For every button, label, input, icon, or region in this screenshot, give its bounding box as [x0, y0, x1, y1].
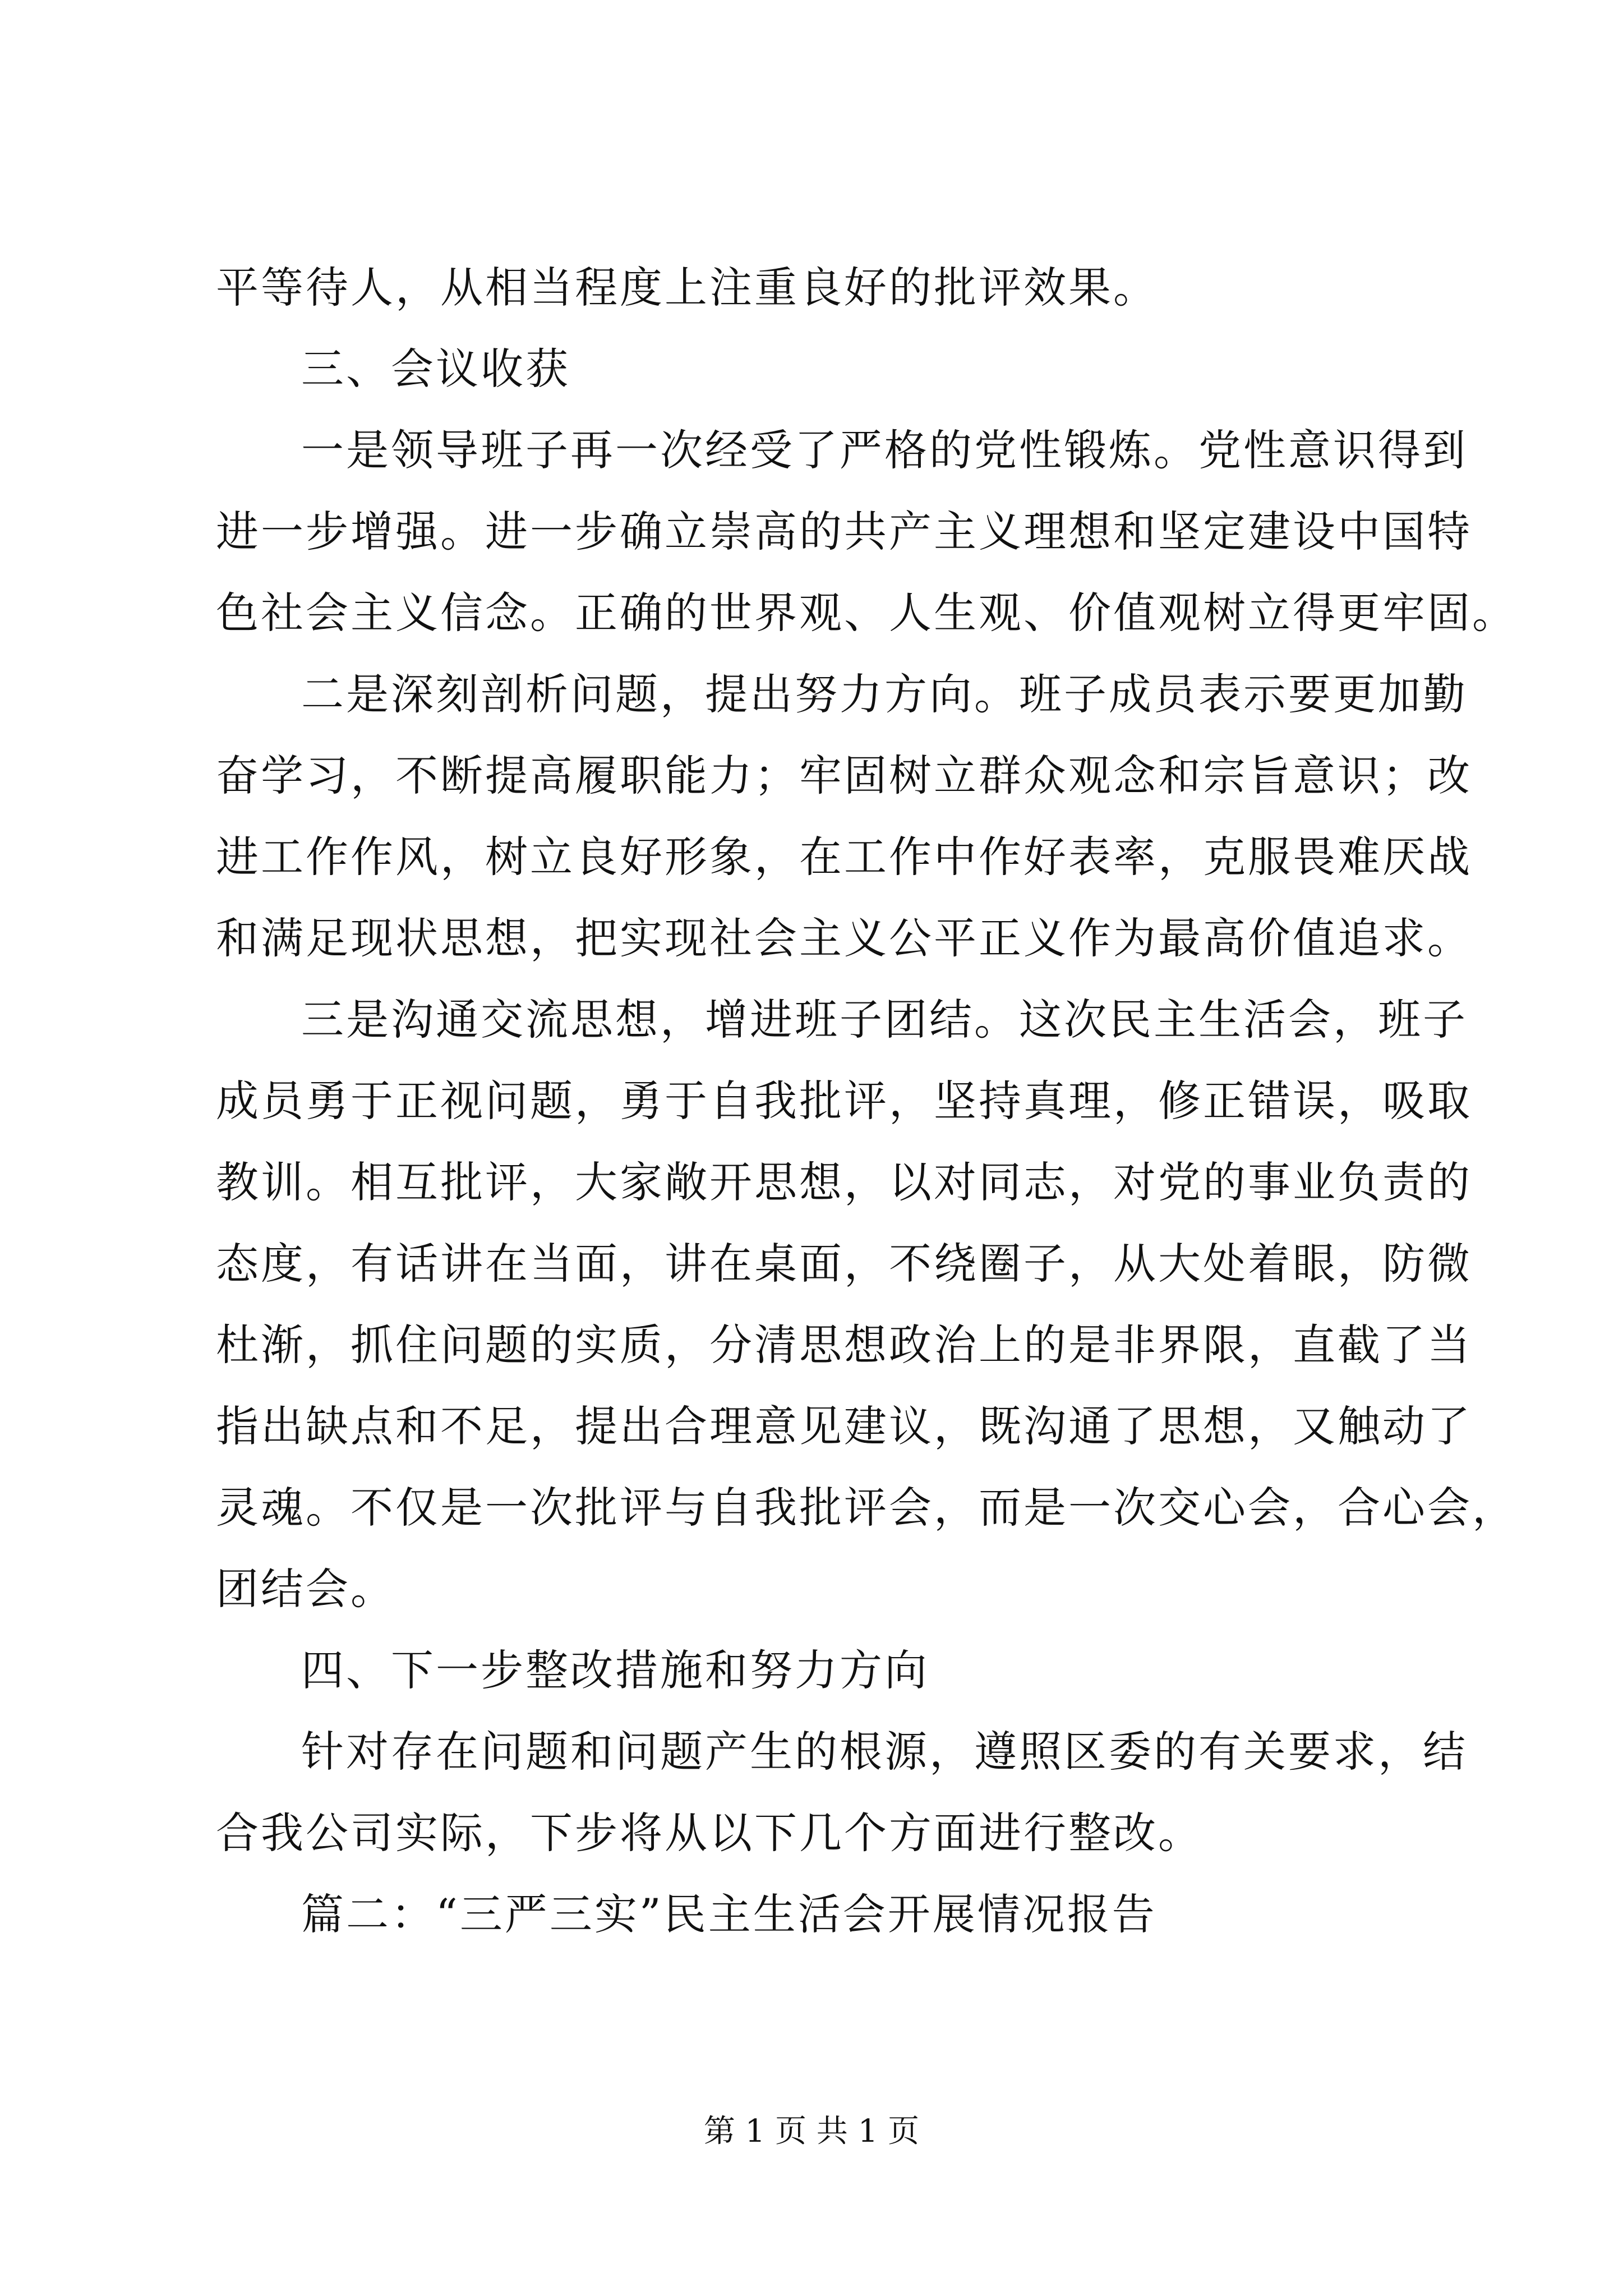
text-line: 进工作作风，树立良好形象，在工作中作好表率，克服畏难厌战: [216, 832, 1472, 882]
text-line: 合我公司实际，下步将从以下几个方面进行整改。: [216, 1808, 1203, 1858]
text-line: 和满足现状思想，把实现社会主义公平正义作为最高价值追求。: [216, 913, 1472, 963]
text-line: 进一步增强。进一步确立崇高的共产主义理想和坚定建设中国特: [216, 507, 1472, 556]
section-heading: 三、会议收获: [301, 344, 570, 394]
text-line: 指出缺点和不足，提出合理意见建议，既沟通了思想，又触动了: [216, 1401, 1472, 1451]
text-line: 奋学习，不断提高履职能力；牢固树立群众观念和宗旨意识；改: [216, 751, 1472, 800]
text-line: 杜渐，抓住问题的实质，分清思想政治上的是非界限，直截了当: [216, 1320, 1472, 1370]
section-heading: 四、下一步整改措施和努力方向: [301, 1645, 929, 1695]
section-heading: 篇二：“三严三实”民主生活会开展情况报告: [301, 1889, 1157, 1939]
document-body: [216, 247, 1517, 1955]
text-line: 灵魂。不仅是一次批评与自我批评会，而是一次交心会，合心会，: [216, 1483, 1517, 1533]
text-line: 态度，有话讲在当面，讲在桌面，不绕圈子，从大处着眼，防微: [216, 1239, 1472, 1289]
text-line: 教训。相互批评，大家敞开思想，以对同志，对党的事业负责的: [216, 1157, 1472, 1207]
text-line: 成员勇于正视问题，勇于自我批评，坚持真理，修正错误，吸取: [216, 1076, 1472, 1126]
text-line: 色社会主义信念。正确的世界观、人生观、价值观树立得更牢固。: [216, 588, 1517, 638]
text-line: 团结会。: [216, 1564, 395, 1614]
text-line: 一是领导班子再一次经受了严格的党性锻炼。党性意识得到: [301, 425, 1468, 475]
page-number-footer: 第 1 页 共 1 页: [703, 2113, 920, 2150]
text-line: 二是深刻剖析问题，提出努力方向。班子成员表示要更加勤: [301, 669, 1468, 719]
text-line: 针对存在问题和问题产生的根源，遵照区委的有关要求，结: [301, 1727, 1468, 1777]
text-line: 三是沟通交流思想，增进班子团结。这次民主生活会，班子: [301, 995, 1468, 1045]
text-line: 平等待人，从相当程度上注重良好的批评效果。: [216, 263, 1158, 312]
